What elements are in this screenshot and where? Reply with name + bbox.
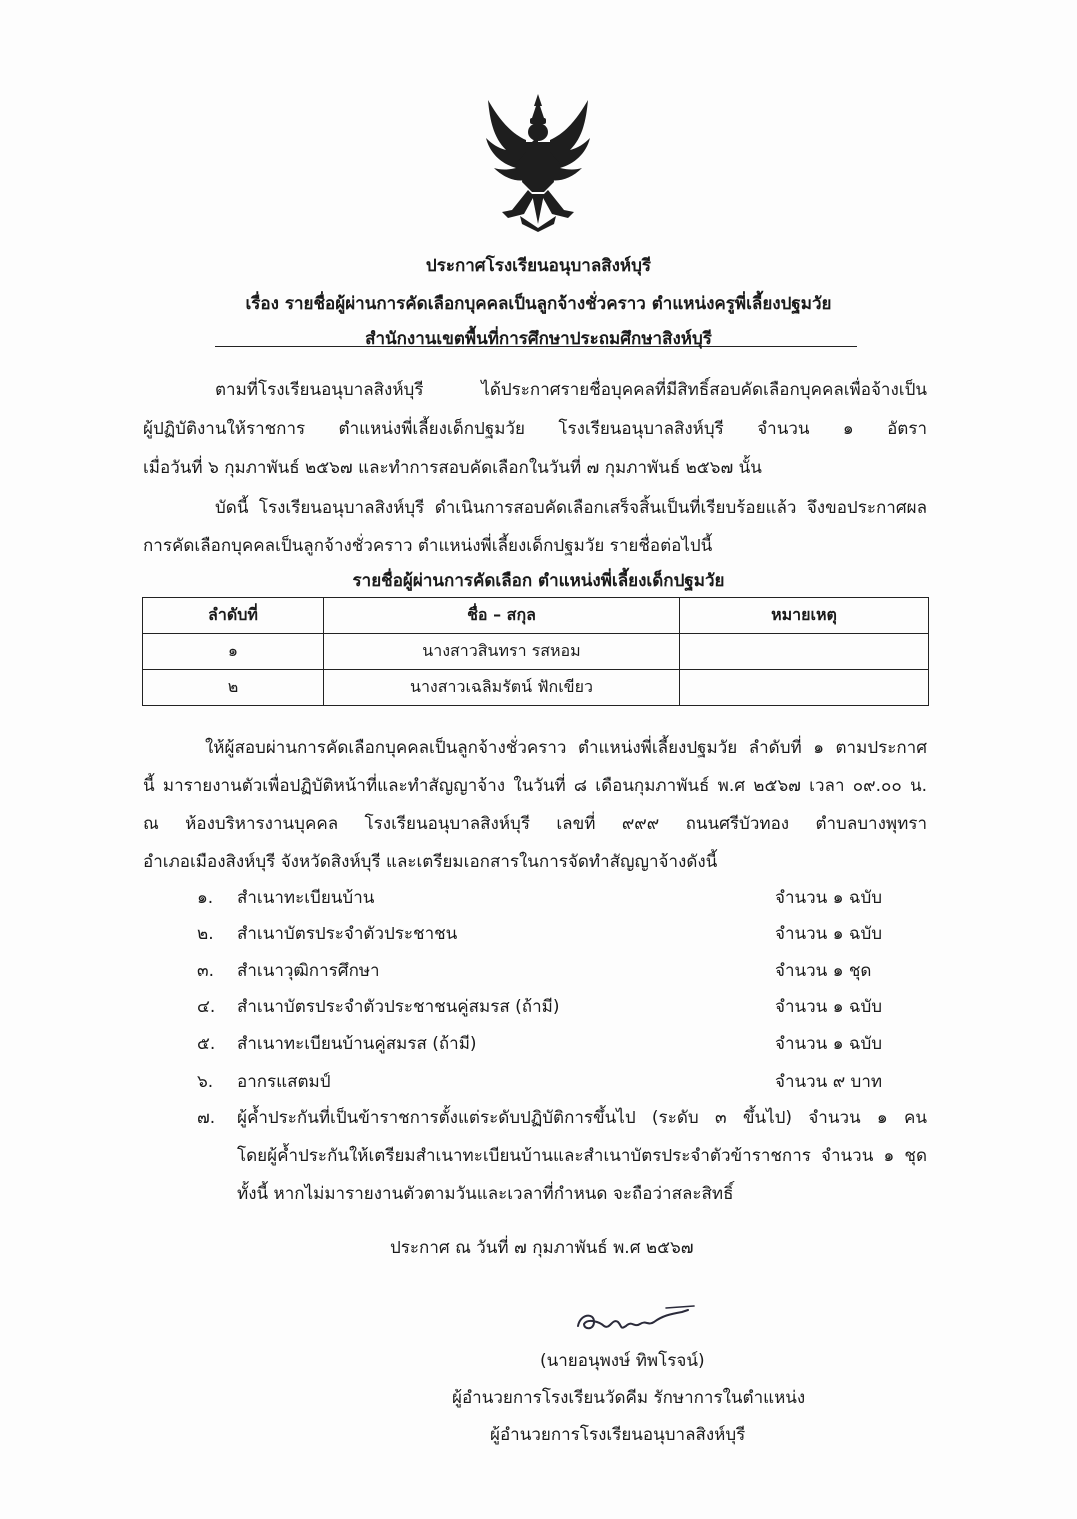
- signature-icon: [570, 1300, 710, 1340]
- item-quantity: จำนวน ๙ บาท: [775, 1072, 883, 1092]
- item-quantity: จำนวน ๑ ชุด: [775, 961, 872, 981]
- item-number: ๑.: [197, 888, 214, 908]
- list-item: [197, 920, 897, 947]
- item-text: สำเนาทะเบียนบ้านคู่สมรส (ถ้ามี): [237, 1034, 477, 1054]
- list-item: [197, 884, 897, 911]
- item-text: สำเนาวุฒิการศึกษา: [237, 961, 380, 981]
- item-quantity: จำนวน ๑ ฉบับ: [775, 1034, 883, 1054]
- item-text: สำเนาบัตรประจำตัวประชาชนคู่สมรส (ถ้ามี): [237, 997, 560, 1017]
- para3-line: อำเภอเมืองสิงห์บุรี จังหวัดสิงห์บุรี และเตรียมเอกสารในการจัดทำสัญญาจ้างดังนี้: [143, 852, 718, 872]
- list-item: [197, 993, 897, 1020]
- para3-line: ณ ห้องบริหารงานบุคคล โรงเรียนอนุบาลสิงห์บุรี เลขที่ ๙๙๙ ถนนศรีบัวทอง ตำบลบางพุทรา: [143, 814, 927, 834]
- table-row: [143, 634, 929, 670]
- list-item: [197, 957, 897, 984]
- row-no: ๒: [143, 670, 324, 706]
- list-item: [197, 1030, 897, 1057]
- item-number: ๓.: [197, 961, 215, 981]
- para1-line: ผู้ปฏิบัติงานให้ราชการ ตำแหน่งพี่เลี้ยงเด็กปฐมวัย โรงเรียนอนุบาลสิงห์บุรี จำนวน ๑ อัตรา: [143, 419, 927, 439]
- item7-line: ผู้ค้ำประกันที่เป็นข้าราชการตั้งแต่ระดับปฏิบัติการขึ้นไป (ระดับ ๓ ขึ้นไป) จำนวน ๑ คน: [237, 1108, 927, 1128]
- announcement-title: ประกาศโรงเรียนอนุบาลสิงห์บุรี: [425, 256, 652, 276]
- item7-number: ๗.: [197, 1108, 216, 1128]
- item-text: สำเนาบัตรประจำตัวประชาชน: [237, 924, 458, 944]
- item-quantity: จำนวน ๑ ฉบับ: [775, 888, 883, 908]
- row-name: นางสาวสินทรา รสหอม: [324, 634, 680, 670]
- item-text: สำเนาทะเบียนบ้าน: [237, 888, 375, 908]
- row-no: ๑: [143, 634, 324, 670]
- para2-line: บัดนี้ โรงเรียนอนุบาลสิงห์บุรี ดำเนินการสอบคัดเลือกเสร็จสิ้นเป็นที่เรียบร้อยแล้ว จึงขอประกาศผล: [215, 498, 927, 518]
- item-quantity: จำนวน ๑ ฉบับ: [775, 924, 883, 944]
- column-header-no: ลำดับที่: [143, 598, 324, 634]
- item-number: ๖.: [197, 1072, 214, 1092]
- para3-line: นี้ มารายงานตัวเพื่อปฏิบัติหน้าที่และทำสัญญาจ้าง ในวันที่ ๘ เดือนกุมภาพันธ์ พ.ศ ๒๕๖๗ เวลา ๐๙.๐๐ น.: [143, 776, 927, 796]
- results-table: [142, 597, 929, 706]
- signatory-title: ผู้อำนวยการโรงเรียนอนุบาลสิงห์บุรี: [490, 1425, 746, 1445]
- para1-line: เมื่อวันที่ ๖ กุมภาพันธ์ ๒๕๖๗ และทำการสอบคัดเลือกในวันที่ ๗ กุมภาพันธ์ ๒๕๖๗ นั้น: [143, 458, 762, 478]
- announce-date: ประกาศ ณ วันที่ ๗ กุมภาพันธ์ พ.ศ ๒๕๖๗: [390, 1238, 694, 1258]
- row-note: [680, 634, 929, 670]
- signatory-name: (นายอนุพงษ์ ทิพโรจน์): [540, 1351, 705, 1371]
- item7-line: โดยผู้ค้ำประกันให้เตรียมสำเนาทะเบียนบ้านและสำเนาบัตรประจำตัวข้าราชการ จำนวน ๑ ชุด: [237, 1146, 927, 1166]
- table-title: รายชื่อผู้ผ่านการคัดเลือก ตำแหน่งพี่เลี้ยงเด็กปฐมวัย: [352, 571, 725, 591]
- row-note: [680, 670, 929, 706]
- row-name: นางสาวเฉลิมรัตน์ ฟักเขียว: [324, 670, 680, 706]
- column-header-note: หมายเหตุ: [680, 598, 929, 634]
- item-quantity: จำนวน ๑ ฉบับ: [775, 997, 883, 1017]
- table-row: [143, 670, 929, 706]
- para2-line: การคัดเลือกบุคคลเป็นลูกจ้างชั่วคราว ตำแหน่งพี่เลี้ยงเด็กปฐมวัย รายชื่อต่อไปนี้: [143, 536, 713, 556]
- signatory-title: ผู้อำนวยการโรงเรียนวัดคีม รักษาการในตำแหน่ง: [452, 1388, 806, 1408]
- column-header-name: ชื่อ – สกุล: [324, 598, 680, 634]
- para1-line: ตามที่โรงเรียนอนุบาลสิงห์บุรี ได้ประกาศรายชื่อบุคคลที่มีสิทธิ์สอบคัดเลือกบุคคลเพื่อจ้างเป็น: [215, 380, 927, 400]
- item7-line: ทั้งนี้ หากไม่มารายงานตัวตามวันและเวลาที่กำหนด จะถือว่าสละสิทธิ์: [237, 1184, 734, 1204]
- list-item: [197, 1068, 897, 1095]
- announcement-subject: เรื่อง รายชื่อผู้ผ่านการคัดเลือกบุคคลเป็นลูกจ้างชั่วคราว ตำแหน่งครูพี่เลี้ยงปฐมวัย: [245, 294, 832, 314]
- item-number: ๒.: [197, 924, 214, 944]
- item-text: อากรแสตมป์: [237, 1072, 331, 1092]
- garuda-emblem-icon: [468, 92, 608, 232]
- para3-line: ให้ผู้สอบผ่านการคัดเลือกบุคคลเป็นลูกจ้างชั่วคราว ตำแหน่งพี่เลี้ยงปฐมวัย ลำดับที่ ๑ ตามประกาศ: [205, 738, 927, 758]
- item-number: ๕.: [197, 1034, 216, 1054]
- table-header-row: [143, 598, 929, 634]
- announcement-office: สำนักงานเขตพื้นที่การศึกษาประถมศึกษาสิงห์บุรี: [365, 329, 712, 349]
- item-number: ๔.: [197, 997, 216, 1017]
- header-divider: [215, 346, 857, 347]
